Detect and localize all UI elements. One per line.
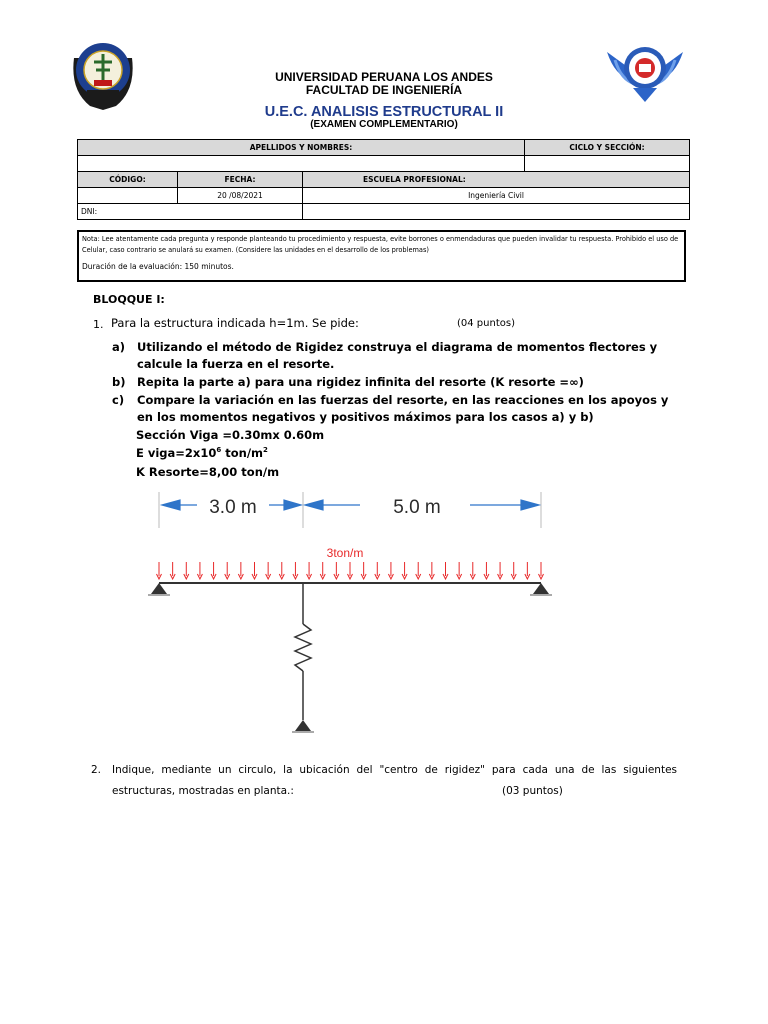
part-b-text: Repita la parte a) para una rigidez infinita del resorte (K resorte =∞) [137,375,584,389]
part-b-label: b) [112,375,126,389]
ciclo-field[interactable] [525,156,690,172]
distributed-load [157,562,544,579]
escuela-label: ESCUELA PROFESIONAL: [303,172,690,188]
right-support [533,583,549,594]
part-a-label: a) [112,340,126,354]
q1-part-b [112,374,682,391]
university-name: UNIVERSIDAD PERUANA LOS ANDES [275,70,493,84]
beam-spring-figure [140,486,560,746]
q2-text: Indique, mediante un circulo, la ubicación del "centro de rigidez" para cada una de las siguientes estructuras, mostradas en planta.: [112,764,677,797]
q1-part-a [112,339,682,373]
fecha-label: FECHA: [178,172,303,188]
q2-block [93,760,677,802]
dni-extra-field[interactable] [303,204,690,220]
codigo-label: CÓDIGO: [78,172,178,188]
section-data: Sección Viga =0.30mx 0.60m [136,428,325,442]
faculty-name: FACULTAD DE INGENIERÍA [305,83,463,97]
ciclo-label: CICLO Y SECCIÓN: [525,140,690,156]
q1-part-c [112,392,682,426]
q2-points: (03 puntos) [502,785,563,797]
part-c-label: c) [112,393,125,407]
fecha-value: 20 /08/2021 [178,188,303,204]
exam-type: (EXAMEN COMPLEMENTARIO) [310,119,458,130]
modulus-unit-exponent: 2 [263,446,268,455]
escuela-value: Ingeniería Civil [303,188,690,204]
course-title: U.E.C. ANALISIS ESTRUCTURAL II [264,104,504,120]
dim-right-label: 5.0 m [393,497,441,518]
apellidos-label: APELLIDOS Y NOMBRES: [78,140,525,156]
q1-points: (04 puntos) [457,318,515,329]
left-support [151,583,167,594]
instructions-note [77,230,686,282]
block-title: BLOQQUE I: [93,293,165,306]
q1-text: Para la estructura indicada h=1m. Se pide: [111,316,359,330]
modulus-data [136,446,268,460]
q2-number: 2. [91,764,102,776]
part-a-text: Utilizando el método de Rigidez construya el diagrama de momentos flectores y calcule la fuerza en el resorte. [137,340,658,371]
load-label: 3ton/m [326,546,364,560]
apellidos-field[interactable] [78,156,525,172]
dim-left-label: 3.0 m [209,497,257,518]
spring [295,624,311,671]
modulus-prefix: E viga=2x10 [136,446,217,460]
codigo-field[interactable] [78,188,178,204]
modulus-exponent: 6 [216,446,222,455]
q1-number: 1. [93,318,104,331]
modulus-unit: ton/m [221,446,264,460]
dni-label: DNI: [78,204,303,220]
student-info-table [77,139,690,220]
spring-data: K Resorte=8,00 ton/m [136,465,280,479]
part-c-text: Compare la variación en las fuerzas del resorte, en las reacciones en los apoyos y en los momentos negativos y positivos máximos para los casos a) y b) [137,393,669,424]
duration-text: Duración de la evaluación: 150 minutos. [82,262,234,271]
note-text: Nota: Lee atentamente cada pregunta y responde planteando tu procedimiento y respuesta, evite borrones o enmendaduras que pueden invalidar tu respuesta. Prohibido el uso de Celular, caso contrario se anulará su examen. (Considere las unidades en el desarrollo de los problemas) [82,235,679,254]
spring-support [295,720,311,731]
